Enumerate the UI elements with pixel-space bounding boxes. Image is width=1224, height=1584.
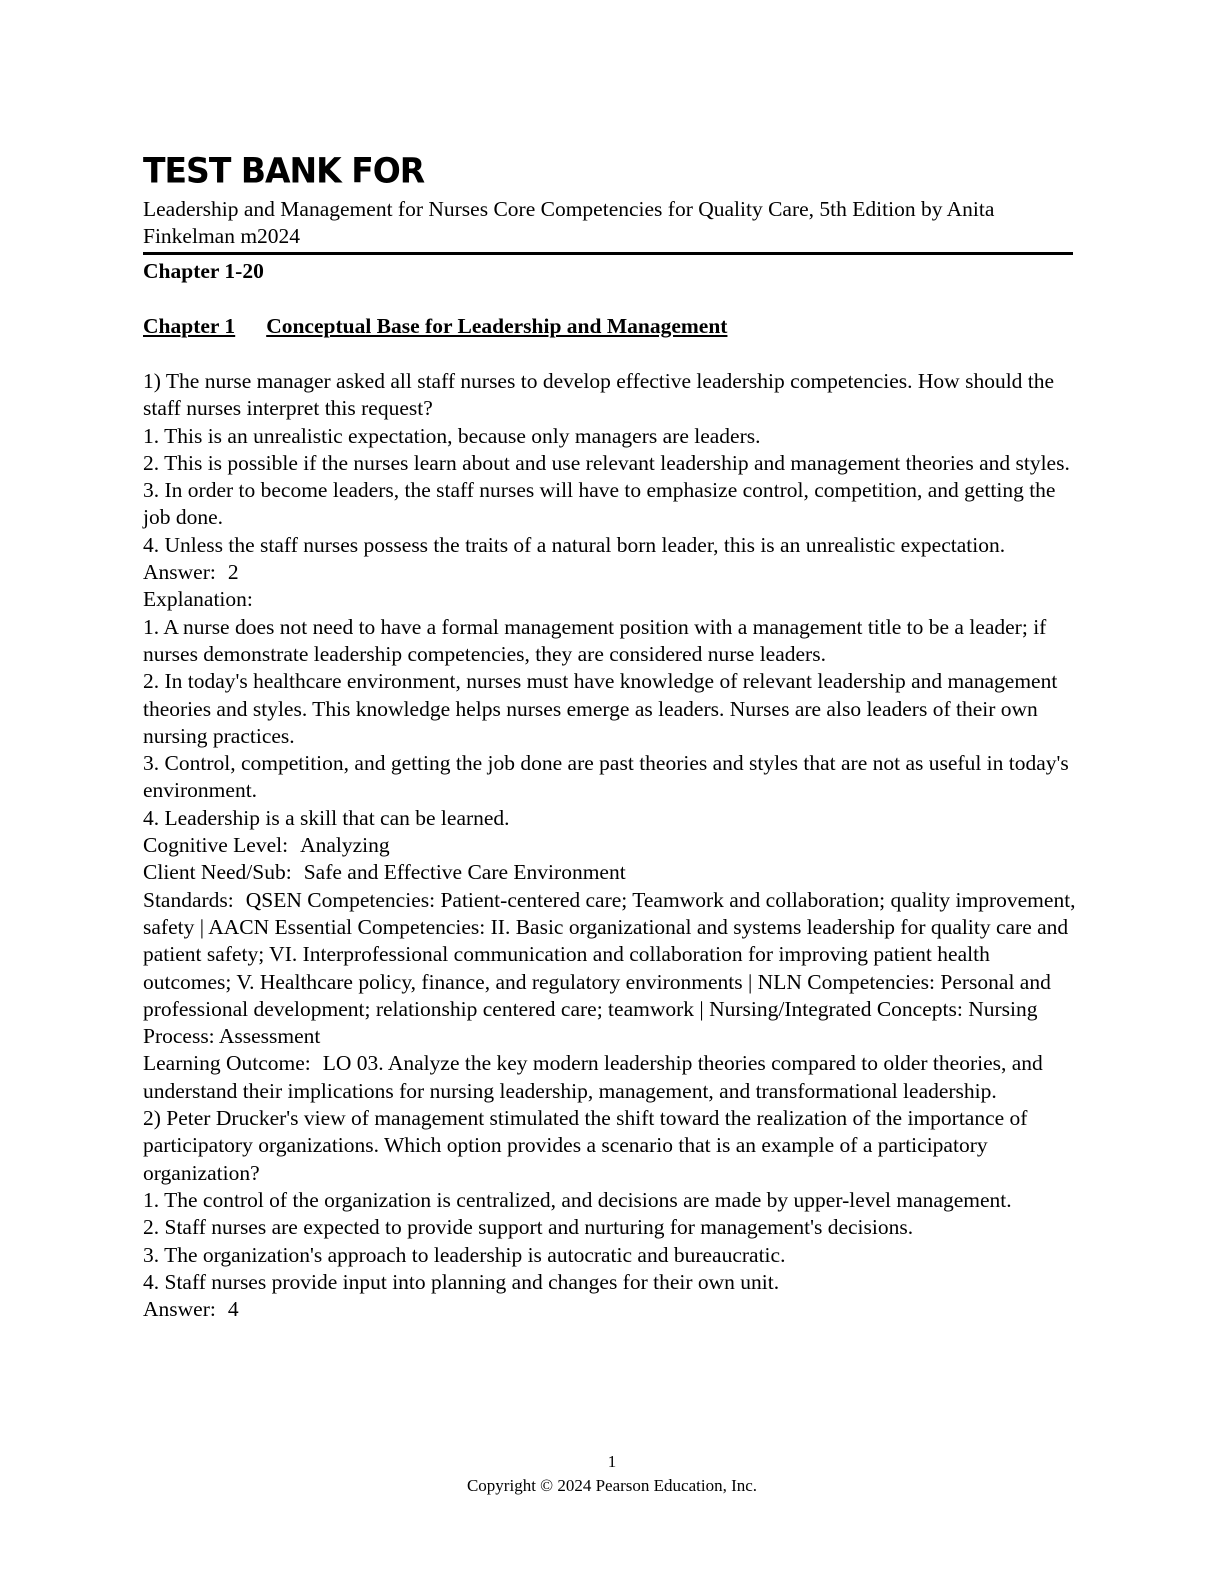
q1-client-need	[143, 859, 1078, 886]
q1-standards-label: Standards:	[143, 887, 234, 912]
q1-outcome-label: Learning Outcome:	[143, 1051, 311, 1076]
q1-explanation-1: 1. A nurse does not need to have a formal management position with a management title to be a leader; if nurses demonstrate leadership competencies, they are considered nurse leaders.	[143, 614, 1047, 666]
q1-explanation-label: Explanation:	[143, 587, 253, 612]
q1-answer-value: 2	[227, 560, 239, 585]
q1-stem: 1) The nurse manager asked all staff nurses to develop effective leadership competencies. How should the staff nurses interpret this request?	[143, 369, 1055, 421]
q2-answer-value: 4	[227, 1297, 239, 1322]
q1-standards	[143, 887, 1078, 1051]
q1-option-1: 1. This is an unrealistic expectation, because only managers are leaders.	[143, 423, 761, 448]
q1-cognitive-value: Analyzing	[300, 833, 390, 858]
q1-option-2: 2. This is possible if the nurses learn about and use relevant leadership and management theories and styles.	[143, 450, 1070, 475]
q1-client-label: Client Need/Sub:	[143, 860, 292, 885]
chapter-heading	[143, 313, 1078, 340]
q2-stem: 2) Peter Drucker's view of management stimulated the shift toward the realization of the importance of participatory organizations. Which option provides a scenario that is an example of a participatory organization?	[143, 1106, 1028, 1185]
page-number: 1	[607, 1452, 617, 1471]
question-body	[143, 368, 1078, 1323]
q1-client-value: Safe and Effective Care Environment	[303, 860, 626, 885]
q1-cognitive-label: Cognitive Level:	[143, 833, 289, 858]
q1-cognitive-level	[143, 832, 1078, 859]
page-content	[143, 150, 1078, 1323]
q1-explanation-3: 3. Control, competition, and getting the job done are past theories and styles that are not as useful in today's environment.	[143, 751, 1069, 803]
q1-option-3: 3. In order to become leaders, the staff nurses will have to emphasize control, competition, and getting the job done.	[143, 478, 1056, 530]
q2-option-3: 3. The organization's approach to leadership is autocratic and bureaucratic.	[143, 1242, 786, 1267]
q1-answer	[143, 559, 1078, 586]
q1-learning-outcome	[143, 1050, 1078, 1105]
q1-answer-label: Answer:	[143, 560, 216, 585]
q2-option-2: 2. Staff nurses are expected to provide support and nurturing for management's decisions.	[143, 1215, 914, 1240]
q2-answer	[143, 1296, 1078, 1323]
q2-option-4: 4. Staff nurses provide input into planning and changes for their own unit.	[143, 1269, 780, 1294]
test-bank-title: TEST BANK FOR	[143, 149, 425, 191]
copyright-notice: Copyright © 2024 Pearson Education, Inc.	[466, 1476, 758, 1495]
q1-standards-value: QSEN Competencies: Patient-centered care; Teamwork and collaboration; quality improvement, safety | AACN Essential Competencies: II. Basic organizational and systems leadership for quality care and patient safety; VI. Interprofessional communication and collaboration for improving patient health outcomes; V. Healthcare policy, finance, and regulatory environments | NLN Competencies: Personal and professional development; relationship centered care; teamwork | Nursing/Integrated Concepts: Nursing Process: Assessment	[143, 887, 1076, 1049]
q1-explanation-4: 4. Leadership is a skill that can be learned.	[143, 805, 510, 830]
q2-option-1: 1. The control of the organization is centralized, and decisions are made by upper-level management.	[143, 1187, 1012, 1212]
q1-explanation-2: 2. In today's healthcare environment, nurses must have knowledge of relevant leadership and management theories and styles. This knowledge helps nurses emerge as leaders. Nurses are also leaders of their own nursing practices.	[143, 669, 1058, 748]
chapter-range: Chapter 1-20	[143, 259, 264, 283]
book-subtitle: Leadership and Management for Nurses Core Competencies for Quality Care, 5th Edition by Anita Finkelman m2024	[143, 197, 995, 248]
chapter-title: Conceptual Base for Leadership and Management	[266, 314, 728, 338]
q1-option-4: 4. Unless the staff nurses possess the traits of a natural born leader, this is an unrealistic expectation.	[143, 532, 1006, 557]
chapter-number: Chapter 1	[143, 314, 236, 338]
q2-answer-label: Answer:	[143, 1297, 216, 1322]
q1-outcome-value: LO 03. Analyze the key modern leadership theories compared to older theories, and understand their implications for nursing leadership, management, and transformational leadership.	[143, 1051, 1043, 1103]
title-rule	[143, 252, 1073, 255]
